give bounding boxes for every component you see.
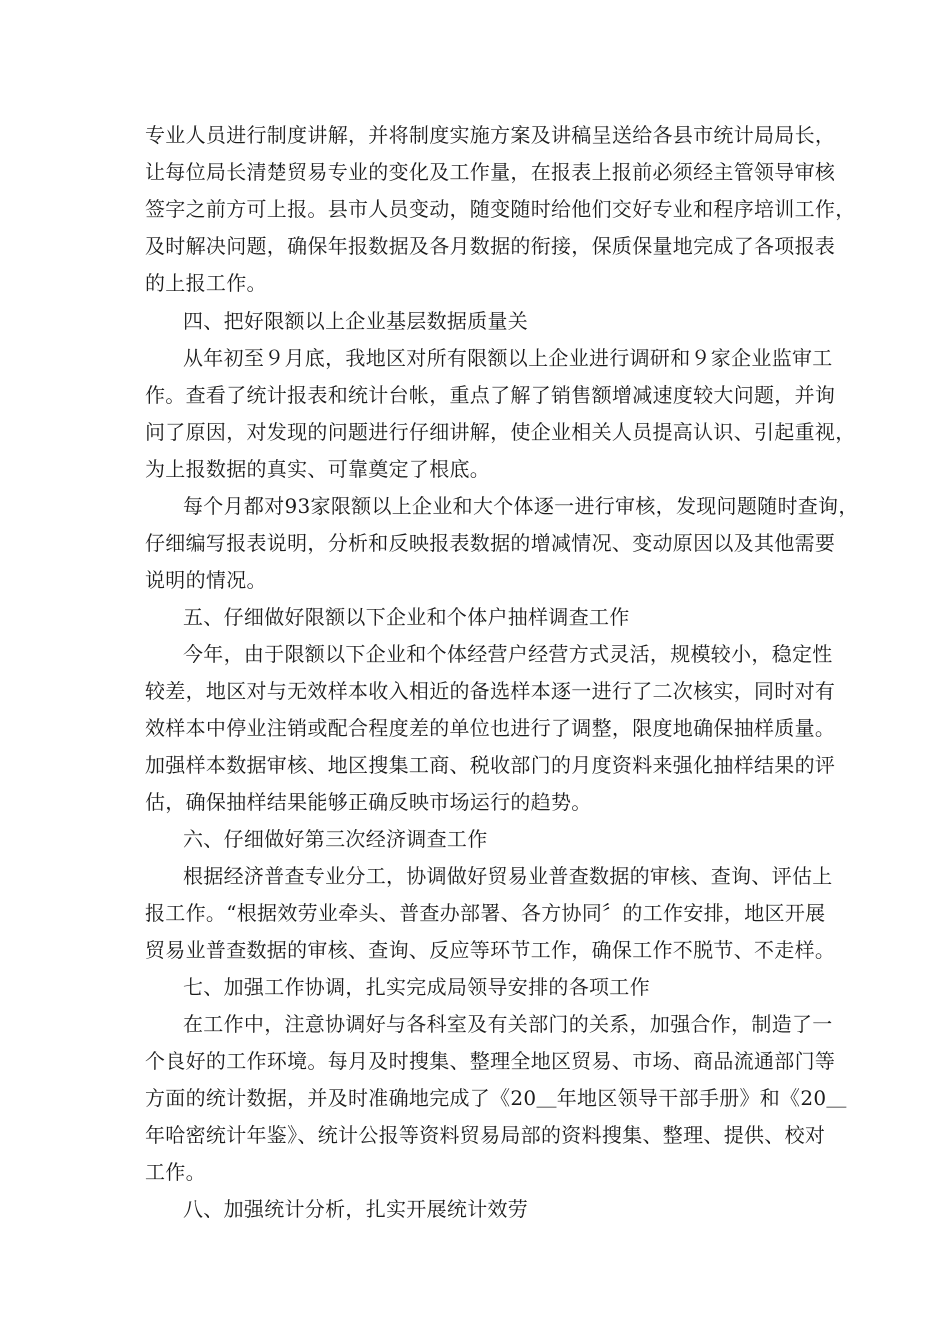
- section-heading: 八、加强统计分析，扎实开展统计效劳: [183, 1197, 529, 1221]
- section-heading: 五、仔细做好限额以下企业和个体户抽样调查工作: [183, 605, 630, 629]
- body-text-line: 较差，地区对与无效样本收入相近的备选样本逐一进行了二次核实，同时对有: [145, 679, 836, 703]
- section-heading: 六、仔细做好第三次经济调查工作: [183, 827, 488, 851]
- body-text-line: 专业人员进行制度讲解，并将制度实施方案及讲稿呈送给各县市统计局局长，: [145, 123, 836, 147]
- body-text-line: 报工作。“根据效劳业牵头、普查办部署、各方协同〞的工作安排，地区开展: [145, 901, 826, 925]
- body-text-line: 的上报工作。: [145, 271, 267, 295]
- body-text-line: 让每位局长清楚贸易专业的变化及工作量，在报表上报前必须经主管领导审核: [145, 160, 836, 184]
- body-text-line: 加强样本数据审核、地区搜集工商、税收部门的月度资料来强化抽样结果的评: [145, 753, 836, 777]
- paragraph-first-line: 根据经济普查专业分工，协调做好贸易业普查数据的审核、查询、评估上: [183, 864, 833, 888]
- body-text-line: 贸易业普查数据的审核、查询、反应等环节工作，确保工作不脱节、不走样。: [145, 938, 836, 962]
- paragraph-first-line: 每个月都对93家限额以上企业和大个体逐一进行审核，发现问题随时查询，: [183, 494, 859, 518]
- body-text-line: 问了原因，对发现的问题进行仔细讲解，使企业相关人员提高认识、引起重视，: [145, 420, 856, 444]
- paragraph-first-line: 在工作中，注意协调好与各科室及有关部门的关系，加强合作，制造了一: [183, 1012, 833, 1036]
- body-text-line: 及时解决问题，确保年报数据及各月数据的衔接，保质保量地完成了各项报表: [145, 234, 836, 258]
- section-heading: 七、加强工作协调，扎实完成局领导安排的各项工作: [183, 975, 650, 999]
- body-text-line: 效样本中停业注销或配合程度差的单位也进行了调整，限度地确保抽样质量。: [145, 716, 836, 740]
- paragraph-first-line: 今年，由于限额以下企业和个体经营户经营方式灵活，规模较小，稳定性: [183, 642, 833, 666]
- body-text-line: 年哈密统计年鉴》、统计公报等资料贸易局部的资料搜集、整理、提供、校对: [145, 1123, 826, 1147]
- section-heading: 四、把好限额以上企业基层数据质量关: [183, 309, 529, 333]
- body-text-line: 仔细编写报表说明，分析和反映报表数据的增减情况、变动原因以及其他需要: [145, 531, 836, 555]
- body-text-line: 签字之前方可上报。县市人员变动，随变随时给他们交好专业和程序培训工作，: [145, 197, 856, 221]
- body-text-line: 工作。: [145, 1160, 206, 1184]
- body-text-line: 个良好的工作环境。每月及时搜集、整理全地区贸易、市场、商品流通部门等: [145, 1049, 836, 1073]
- body-text-line: 作。查看了统计报表和统计台帐，重点了解了销售额增减速度较大问题，并询: [145, 383, 836, 407]
- body-text-line: 为上报数据的真实、可靠奠定了根底。: [145, 457, 491, 481]
- body-text-line: 方面的统计数据，并及时准确地完成了《20＿年地区领导干部手册》和《20＿: [145, 1086, 847, 1110]
- paragraph-first-line: 从年初至９月底，我地区对所有限额以上企业进行调研和９家企业监审工: [183, 346, 833, 370]
- body-text-line: 估，确保抽样结果能够正确反映市场运行的趋势。: [145, 790, 592, 814]
- body-text-line: 说明的情况。: [145, 568, 267, 592]
